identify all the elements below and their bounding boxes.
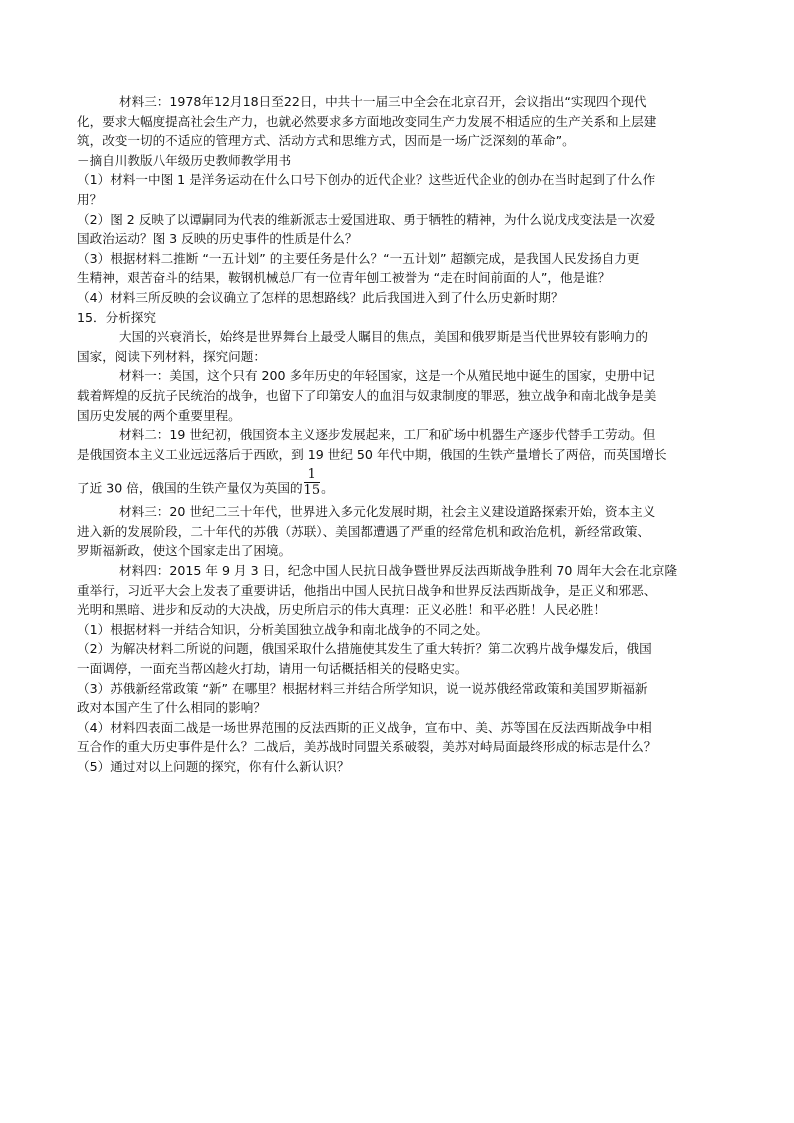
- text-line: 筑，改变一切的不适应的管理方式、活动方式和思维方式，因而是一场广泛深刻的革命”。: [77, 133, 575, 149]
- q15-question-2: [77, 639, 727, 678]
- text-line: 材料四：2015 年 9 月 3 日，纪念中国人民抗日战争暨世界反法西斯战争胜利 70 周年大会在北京隆: [119, 563, 678, 579]
- q15-question-5: [77, 757, 727, 777]
- q15-intro: [77, 327, 727, 366]
- text-line: 材料三：1978年12月18日至22日，中共十一届三中全会在北京召开，会议指出“实现四个现代: [119, 94, 647, 109]
- text-line: 材料三：20 世纪二三十年代，世界进入多元化发展时期，社会主义建设道路探索开始，资本主义: [119, 504, 656, 520]
- text-line: 用？: [77, 191, 103, 207]
- q15-question-4: [77, 718, 727, 757]
- text-line: 重举行，习近平大会上发表了重要讲话，他指出中国人民抗日战争和世界反法西斯战争，是正义和邪恶、: [77, 582, 657, 598]
- text-line: 生精神，艰苦奋斗的结果，鞍钢机械总厂有一位青年刨工被誉为 “走在时间前面的人”，他是谁？: [77, 270, 611, 286]
- text-line: （1）材料一中图 1 是洋务运动在什么口号下创办的近代企业？这些近代企业的创办在当时起到了什么作: [77, 172, 656, 188]
- text-line: 国政治运动？图 3 反映的历史事件的性质是什么？: [77, 231, 358, 247]
- q15-question-1: [77, 620, 727, 640]
- text-line: （2）图 2 反映了以谭嗣同为代表的维新派志士爱国进取、勇于牺牲的精神，为什么说戊戌变法是一次爱: [77, 211, 656, 227]
- q15-material-2: [77, 425, 727, 502]
- text-line: 化，要求大幅度提高社会生产力，也就必然要求多方面地改变同生产力发展不相适应的生产关系和上层建: [77, 113, 657, 129]
- document-page: [77, 92, 727, 777]
- q15-material-4: [77, 561, 727, 620]
- q14-question-2: [77, 210, 727, 249]
- text-segment: 了近 30 倍，俄国的生铁产量仅为英国的: [77, 480, 303, 496]
- text-line: （3）苏俄新经常政策 “新” 在哪里？根据材料三并结合所学知识，说一说苏俄经常政策和美国罗斯福新: [77, 680, 648, 696]
- q14-question-4: [77, 288, 727, 308]
- text-line: （5）通过对以上问题的探究，你有什么新认识？: [77, 759, 350, 774]
- text-segment: 。: [321, 480, 334, 496]
- text-line: 大国的兴衰消长，始终是世界舞台上最受人瞩目的焦点，美国和俄罗斯是当代世界较有影响力的: [119, 329, 648, 345]
- fraction: [304, 467, 321, 498]
- text-line: （4）材料四表面二战是一场世界范围的反法西斯的正义战争，宣布中、美、苏等国在反法西斯战争中相: [77, 719, 652, 735]
- text-line: （2）为解决材料二所说的问题，俄国采取什么措施使其发生了重大转折？第二次鸦片战争爆发后，俄国: [77, 641, 652, 657]
- text-line-with-fraction: [77, 464, 727, 502]
- text-line: （3）根据材料二推断 “一五计划” 的主要任务是什么？“一五计划” 超额完成，是我国人民发扬自力更: [77, 250, 640, 266]
- fraction-denominator: 15: [303, 483, 321, 499]
- question-15-title: 15．分析探究: [77, 309, 156, 325]
- text-line: 材料一：美国，这个只有 200 多年历史的年轻国家，这是一个从殖民地中诞生的国家，史册中记: [119, 368, 655, 384]
- text-line: 国家，阅读下列材料，探究问题：: [77, 348, 266, 364]
- text-line: 载着辉煌的反抗子民统治的战争，也留下了印第安人的血泪与奴隶制度的罪恶，独立战争和南北战争是美: [77, 387, 657, 403]
- text-line: 罗斯福新政，使这个国家走出了困境。: [77, 543, 292, 559]
- text-line: 一面调停，一面充当帮凶趁火打劫，请用一句话概括相关的侵略史实。: [77, 661, 468, 677]
- text-line: （4）材料三所反映的会议确立了怎样的思想路线？此后我国进入到了什么历史新时期？: [77, 289, 564, 305]
- q15-question-3: [77, 679, 727, 718]
- text-line: 互合作的重大历史事件是什么？二战后，美苏战时同盟关系破裂，美苏对峙局面最终形成的标志是什么？: [77, 739, 657, 755]
- text-line: 是俄国资本主义工业远远落后于西欧，到 19 世纪 50 年代中期，俄国的生铁产量增长了两倍，而英国增长: [77, 446, 667, 462]
- source-citation: －摘自川教版八年级历史教师教学用书: [77, 152, 292, 168]
- q14-question-1: [77, 170, 727, 209]
- text-line: （1）根据材料一并结合知识，分析美国独立战争和南北战争的不同之处。: [77, 621, 489, 637]
- text-line: 政对本国产生了什么相同的影响？: [77, 700, 266, 716]
- text-line: 光明和黑暗、进步和反动的大决战，历史所启示的伟大真理：正义必胜！和平必胜！人民必胜！: [77, 602, 606, 618]
- text-line: 进入新的发展阶段，二十年代的苏俄（苏联）、美国都遭遇了严重的经常危机和政治危机，新经常政策、: [77, 523, 651, 539]
- text-line: 国历史发展的两个重要里程。: [77, 407, 241, 423]
- material3-paragraph: [77, 92, 727, 151]
- q15-material-3: [77, 502, 727, 561]
- fraction-numerator: 1: [304, 467, 321, 483]
- q15-material-1: [77, 366, 727, 425]
- text-line: 材料二：19 世纪初，俄国资本主义逐步发展起来，工厂和矿场中机器生产逐步代替手工劳动。但: [119, 427, 656, 443]
- q14-question-3: [77, 249, 727, 288]
